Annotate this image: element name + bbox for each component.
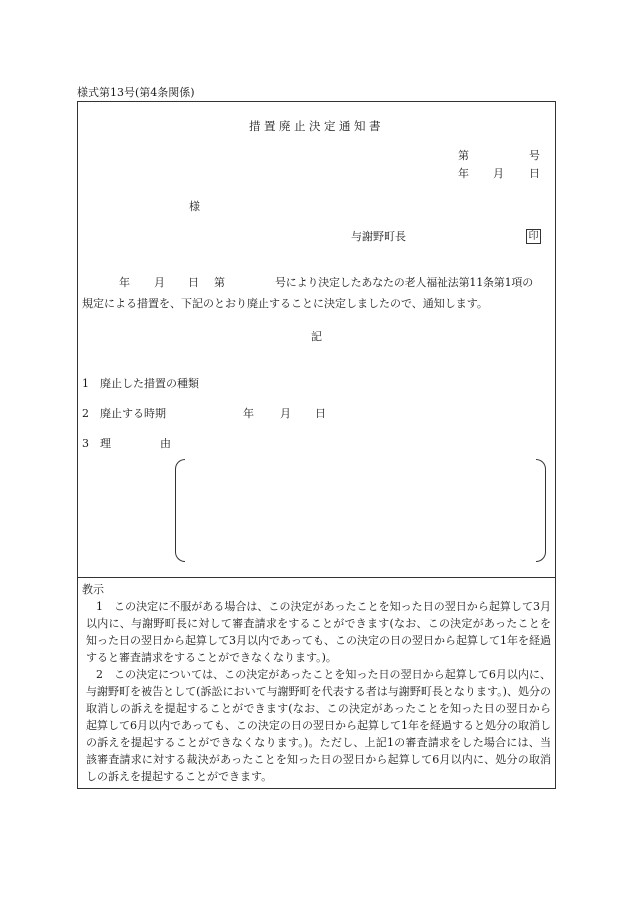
issuer-name: 与謝野町長 (351, 230, 406, 243)
item-3-label-a: 理 (100, 437, 111, 450)
date-month: 月 (493, 167, 504, 180)
item-2-number: 2 (82, 407, 89, 420)
item-3-number: 3 (82, 437, 89, 450)
form-frame (77, 101, 556, 789)
seal-mark: 印 (526, 229, 541, 244)
body-day: 日 (188, 276, 199, 289)
instruction-paragraph-2: 2 この決定については、この決定があったことを知った日の翌日から起算して6月以内に、与謝野町を被告として(訴訟において与謝野町を代表する者は与謝野町長となります。)、処分の取消しの訴えを提起することができます(なお、この決定があったことを知った日の翌日から起算して6月以内であっても、この決定の日の翌日から起算して1年を経過すると処分の取消しの訴えを提起することができなくなります。)。ただし、上記1の審査請求をした場合には、当該審査請求に対する裁決があったことを知った日の翌日から起算して6月以内に、処分の取消しの訴えを提起することができます。 (86, 668, 551, 783)
form-number: 様式第13号(第4条関係) (77, 86, 195, 99)
item-2-day: 日 (315, 407, 326, 420)
body-year: 年 (119, 276, 130, 289)
item-3-label-b: 由 (160, 437, 171, 450)
ki-heading: 記 (311, 330, 322, 343)
item-2-label: 廃止する時期 (100, 407, 166, 420)
instruction-paragraph-1: 1 この決定に不服がある場合は、この決定があったことを知った日の翌日から起算して3月以内に、与謝野町長に対して審査請求をすることができます(なお、この決定があったことを知った日の翌日から起算して3月以内であっても、この決定の日の翌日から起算して1年を経過すると審査請求をすることができなくなります。)。 (86, 600, 551, 664)
item-1-label: 廃止した措置の種類 (100, 377, 199, 390)
recipient-suffix: 様 (189, 200, 200, 213)
body-month: 月 (154, 276, 165, 289)
item-2-month: 月 (280, 407, 291, 420)
instruction-heading: 教示 (82, 583, 104, 596)
document-title: 措置廃止決定通知書 (249, 119, 384, 133)
date-day: 日 (529, 167, 540, 180)
item-1-number: 1 (82, 377, 89, 390)
date-year: 年 (458, 167, 469, 180)
instruction-body (86, 598, 551, 785)
number-dai: 第 (458, 149, 469, 162)
reason-bracket-left (175, 459, 185, 562)
section-divider (78, 577, 555, 578)
item-2-year: 年 (243, 407, 254, 420)
number-go: 号 (529, 149, 540, 162)
body-line2: 規定による措置を、下記のとおり廃止することに決定しましたので、通知します。 (82, 297, 488, 310)
body-dai: 第 (214, 276, 225, 289)
body-line1-rest: 号により決定したあなたの老人福祉法第11条第1項の (275, 276, 533, 289)
reason-bracket-right (536, 459, 546, 562)
